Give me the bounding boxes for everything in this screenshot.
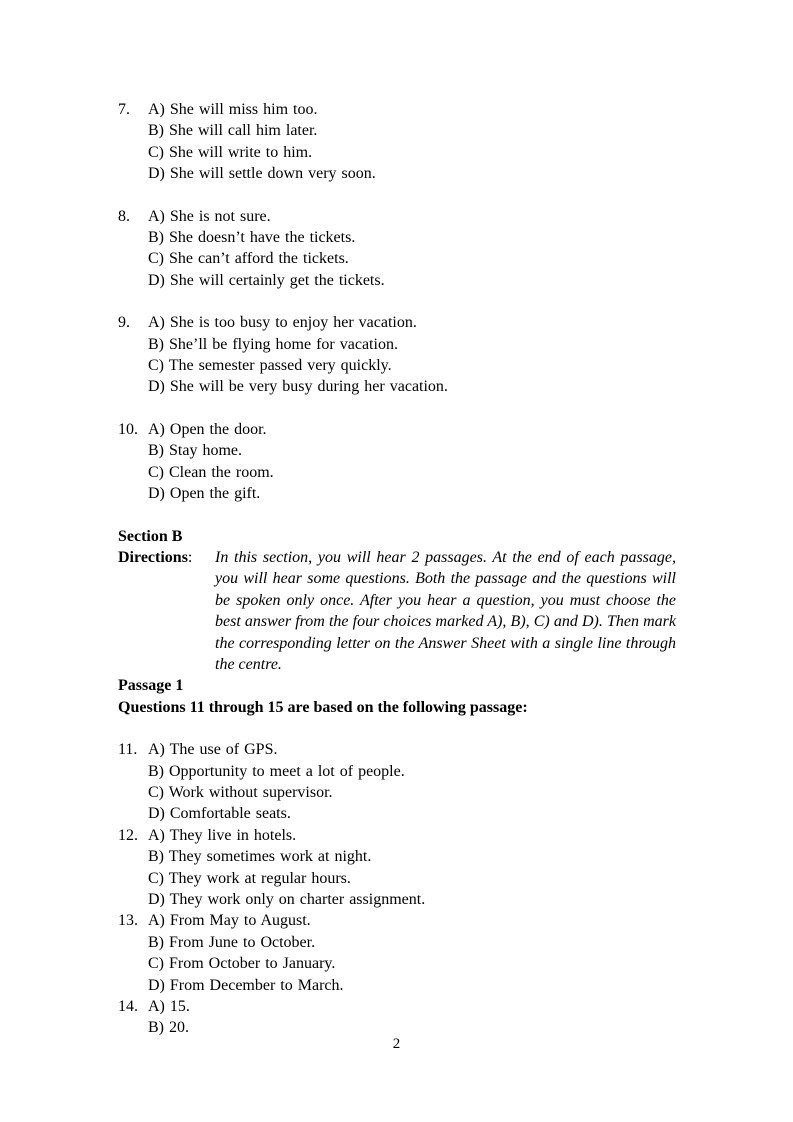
option-a: A) She is too busy to enjoy her vacation. bbox=[148, 314, 417, 332]
question-7 bbox=[118, 99, 678, 185]
passage-1-questions bbox=[118, 739, 678, 1039]
question-number: 12. bbox=[118, 826, 138, 844]
option-b: B) She’ll be flying home for vacation. bbox=[148, 335, 398, 353]
question-13 bbox=[118, 910, 678, 996]
question-options bbox=[148, 99, 678, 185]
option-a: A) She will miss him too. bbox=[148, 101, 318, 118]
option-d: D) She will settle down very soon. bbox=[148, 165, 376, 183]
question-options bbox=[148, 419, 678, 505]
section-b-directions bbox=[118, 547, 678, 675]
question-options bbox=[148, 206, 678, 292]
passage-1-heading: Passage 1 bbox=[118, 677, 184, 695]
question-11 bbox=[118, 739, 678, 825]
option-b: B) She will call him later. bbox=[148, 122, 318, 140]
option-d: D) From December to March. bbox=[148, 976, 344, 994]
question-14 bbox=[118, 996, 678, 1039]
option-b: B) Opportunity to meet a lot of people. bbox=[148, 762, 405, 780]
question-9 bbox=[118, 312, 678, 398]
question-options bbox=[148, 739, 678, 825]
option-a: A) They live in hotels. bbox=[148, 826, 297, 844]
option-b: B) Stay home. bbox=[148, 442, 242, 460]
question-12 bbox=[118, 825, 678, 911]
option-d: D) They work only on charter assignment. bbox=[148, 891, 426, 908]
question-number: 9. bbox=[118, 314, 130, 332]
option-d: D) She will be very busy during her vacation. bbox=[148, 378, 448, 396]
option-a: A) 15. bbox=[148, 998, 190, 1016]
question-options bbox=[148, 996, 678, 1039]
option-c: C) The semester passed very quickly. bbox=[148, 357, 392, 375]
option-a: A) She is not sure. bbox=[148, 207, 271, 225]
option-b: B) She doesn’t have the tickets. bbox=[148, 229, 356, 247]
directions-colon: : bbox=[187, 548, 193, 566]
option-c: C) They work at regular hours. bbox=[148, 869, 351, 887]
question-options bbox=[148, 825, 678, 911]
option-d: D) She will certainly get the tickets. bbox=[148, 271, 385, 289]
question-options bbox=[148, 312, 678, 398]
option-c: C) Clean the room. bbox=[148, 463, 274, 481]
section-a-questions bbox=[118, 99, 678, 505]
passage-1-subheading: Questions 11 through 15 are based on the following passage: bbox=[118, 698, 528, 716]
option-c: C) From October to January. bbox=[148, 955, 336, 973]
question-number: 13. bbox=[118, 912, 138, 930]
question-options bbox=[148, 910, 678, 996]
directions-text: In this section, you will hear 2 passages. At the end of each passage, you will hear some questions. Both the passage and the questions will be spoken only once. After you hear a question, you must choose the best answer from the four choices marked A), B), C) and D). Then mark the corresponding letter on the Answer Sheet with a single line through the centre. bbox=[215, 548, 676, 673]
question-number: 8. bbox=[118, 207, 130, 225]
question-number: 7. bbox=[118, 101, 130, 118]
option-c: C) Work without supervisor. bbox=[148, 783, 333, 801]
option-b: B) 20. bbox=[148, 1019, 189, 1037]
option-a: A) Open the door. bbox=[148, 420, 267, 438]
question-number: 14. bbox=[118, 998, 138, 1016]
question-8 bbox=[118, 206, 678, 292]
page-content bbox=[118, 99, 678, 1039]
question-10 bbox=[118, 419, 678, 505]
question-number: 10. bbox=[118, 420, 138, 438]
option-b: B) From June to October. bbox=[148, 933, 316, 951]
option-b: B) They sometimes work at night. bbox=[148, 848, 372, 866]
option-c: C) She can’t afford the tickets. bbox=[148, 250, 349, 268]
option-d: D) Comfortable seats. bbox=[148, 805, 291, 823]
option-a: A) The use of GPS. bbox=[148, 741, 278, 759]
directions-label-text: Directions bbox=[118, 548, 188, 566]
option-d: D) Open the gift. bbox=[148, 485, 261, 503]
page-number: 2 bbox=[392, 1036, 401, 1052]
option-a: A) From May to August. bbox=[148, 912, 311, 930]
question-number: 11. bbox=[118, 741, 138, 759]
directions-label bbox=[118, 547, 215, 568]
option-c: C) She will write to him. bbox=[148, 143, 313, 161]
section-b-heading: Section B bbox=[118, 527, 183, 545]
